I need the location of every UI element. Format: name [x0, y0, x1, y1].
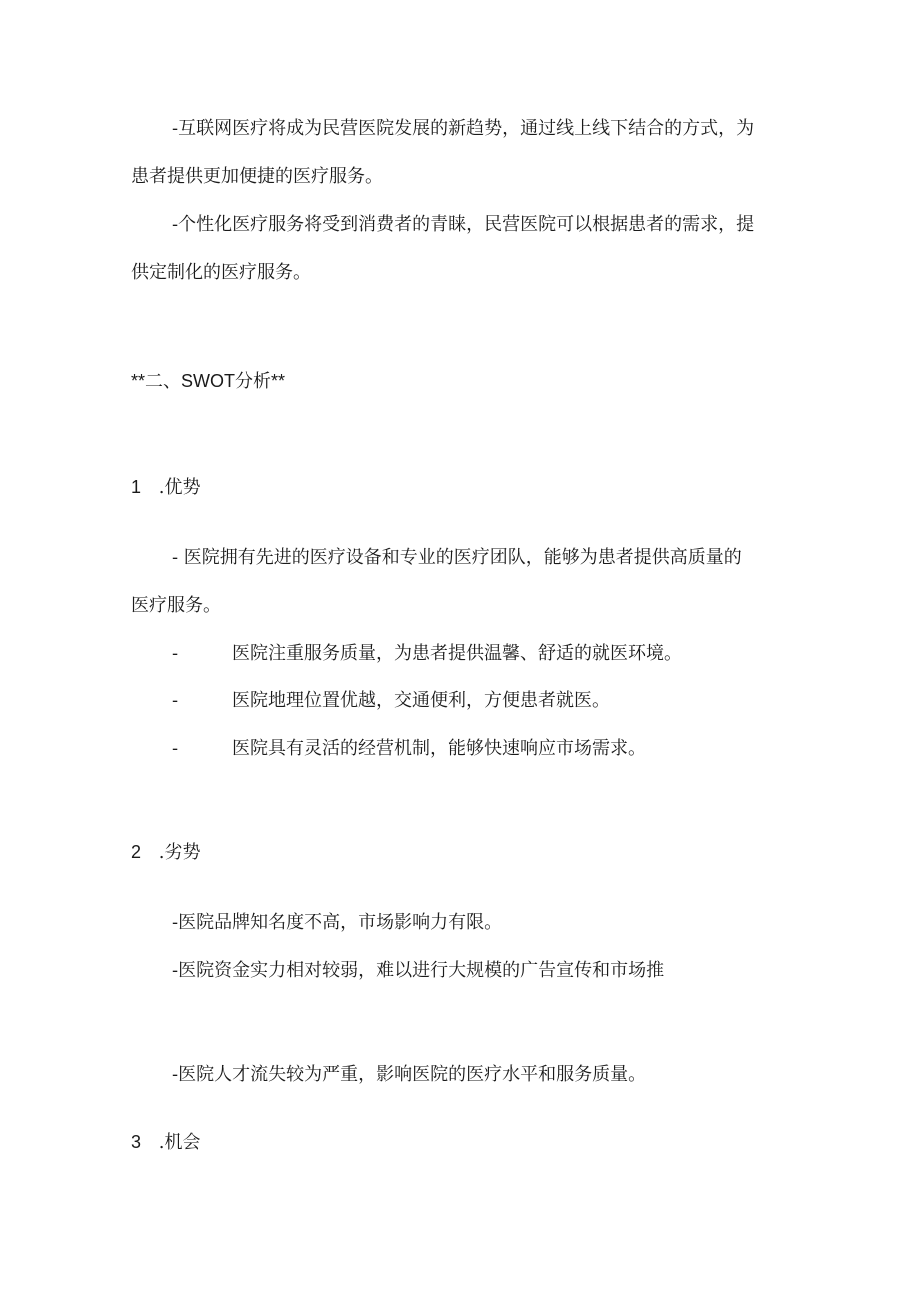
- strengths-item-4-dash: -: [172, 738, 179, 759]
- weaknesses-heading: [131, 840, 200, 865]
- strengths-item-1-line-1: - 医院拥有先进的医疗设备和专业的医疗团队，能够为患者提供高质量的: [172, 547, 742, 568]
- strengths-heading: [131, 475, 200, 500]
- strengths-item-2: 医院注重服务质量，为患者提供温馨、舒适的就医环境。: [232, 643, 682, 664]
- strengths-item-4: 医院具有灵活的经营机制，能够快速响应市场需求。: [232, 738, 646, 759]
- weaknesses-number: 2: [131, 842, 142, 862]
- trend-paragraph-2-line-1: -个性化医疗服务将受到消费者的青睐，民营医院可以根据患者的需求，提: [172, 214, 755, 235]
- trend-paragraph-1-line-1: -互联网医疗将成为民营医院发展的新趋势，通过线上线下结合的方式，为: [172, 118, 755, 139]
- weaknesses-item-2: -医院资金实力相对较弱，难以进行大规模的广告宣传和市场推: [172, 960, 665, 981]
- strengths-item-2-dash: -: [172, 643, 179, 664]
- section-heading-swot: **二、SWOT分析**: [131, 371, 286, 391]
- weaknesses-item-1: -医院品牌知名度不高，市场影响力有限。: [172, 912, 503, 933]
- weaknesses-title: .劣势: [158, 842, 201, 863]
- strengths-item-3: 医院地理位置优越，交通便利，方便患者就医。: [232, 690, 610, 711]
- weaknesses-item-3: -医院人才流失较为严重，影响医院的医疗水平和服务质量。: [172, 1064, 647, 1085]
- trend-paragraph-2-line-2: 供定制化的医疗服务。: [131, 262, 311, 283]
- opportunities-heading: [131, 1130, 200, 1155]
- strengths-item-3-dash: -: [172, 690, 179, 711]
- opportunities-title: .机会: [158, 1132, 201, 1153]
- strengths-number: 1: [131, 477, 142, 497]
- strengths-item-1-line-2: 医疗服务。: [131, 595, 221, 616]
- opportunities-number: 3: [131, 1132, 142, 1152]
- trend-paragraph-1-line-2: 患者提供更加便捷的医疗服务。: [131, 166, 383, 187]
- strengths-title: .优势: [158, 477, 201, 498]
